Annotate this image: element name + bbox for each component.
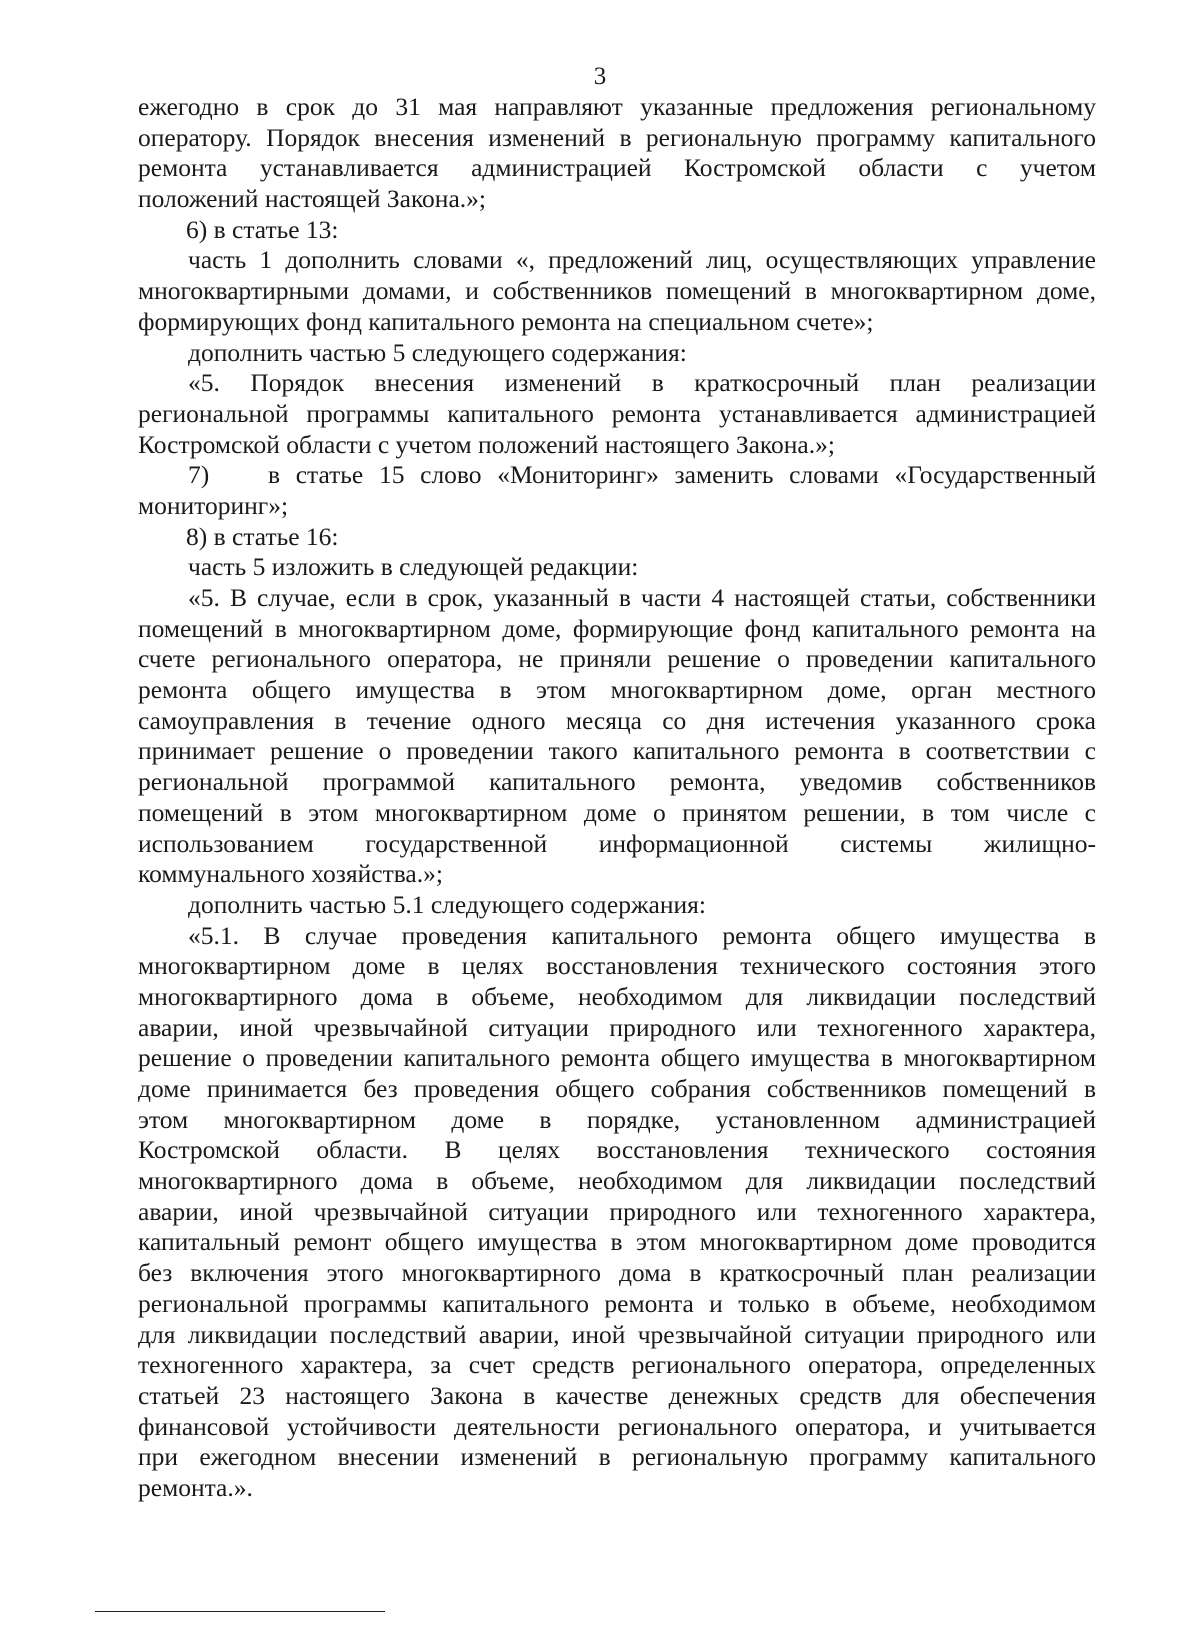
text-line: коммунального хозяйства.»;: [138, 859, 443, 889]
text-line: техногенного характера, за счет средств регионального оператора, определенных: [138, 1350, 1096, 1380]
text-line: помещений в этом многоквартирном доме о принятом решении, в том числе с: [138, 797, 1096, 827]
text-line: аварии, иной чрезвычайной ситуации природного или техногенного характера,: [138, 1012, 1096, 1042]
text-line: многоквартирными домами, и собственников помещений в многоквартирном доме,: [138, 276, 1096, 306]
text-line: ремонта.».: [138, 1472, 253, 1502]
text-line: многоквартирного дома в объеме, необходимом для ликвидации последствий: [138, 1166, 1096, 1196]
text-line: [138, 460, 1096, 491]
text-line: самоуправления в течение одного месяца со дня истечения указанного срока: [138, 705, 1096, 735]
text-line: мониторинг»;: [138, 490, 289, 520]
text-line: ремонта устанавливается администрацией Костромской области с учетом: [138, 153, 1096, 183]
text-line: Костромской области с учетом положений настоящего Закона.»;: [138, 429, 835, 459]
text-line: капитальный ремонт общего имущества в этом многоквартирном доме проводится: [138, 1227, 1096, 1257]
text-line: счете регионального оператора, не приняли решение о проведении капитального: [138, 644, 1096, 674]
text-line: доме принимается без проведения общего собрания собственников помещений в: [138, 1074, 1096, 1103]
text-line: многоквартирного дома в объеме, необходимом для ликвидации последствий: [138, 981, 1096, 1011]
text-line: Костромской области. В целях восстановления технического состояния: [138, 1135, 1096, 1165]
text-line: региональной программы капитального ремонта устанавливается администрацией: [138, 398, 1096, 428]
text-line: оператору. Порядок внесения изменений в региональную программу капитального: [138, 122, 1096, 152]
text-line: без включения этого многоквартирного дома в краткосрочный план реализации: [138, 1258, 1096, 1288]
item-text: в статье 15 слово «Мониторинг» заменить словами «Государственный: [268, 460, 1096, 490]
text-line: ремонта общего имущества в этом многоквартирном доме, орган местного: [138, 675, 1096, 705]
text-line: часть 5 изложить в следующей редакции:: [188, 552, 639, 582]
text-line: «5.1. В случае проведения капитального ремонта общего имущества в: [188, 920, 1096, 950]
page-number: 3: [593, 63, 607, 90]
text-line: финансовой устойчивости деятельности регионального оператора, и учитывается: [138, 1411, 1096, 1441]
text-line: дополнить частью 5 следующего содержания:: [188, 337, 687, 367]
text-line: аварии, иной чрезвычайной ситуации природного или техногенного характера,: [138, 1196, 1096, 1226]
text-line: региональной программы капитального ремонта и только в объеме, необходимом: [138, 1288, 1096, 1318]
text-line: формирующих фонд капитального ремонта на специальном счете»;: [138, 306, 874, 336]
text-line: для ликвидации последствий аварии, иной чрезвычайной ситуации природного или: [138, 1319, 1096, 1349]
item-number: 7): [188, 460, 210, 490]
text-line: часть 1 дополнить словами «, предложений лиц, осуществляющих управление: [188, 245, 1096, 275]
text-line: ежегодно в срок до 31 мая направляют указанные предложения региональному: [138, 92, 1096, 121]
text-line: использованием государственной информационной системы жилищно-: [138, 828, 1096, 858]
text-line: решение о проведении капитального ремонта общего имущества в многоквартирном: [138, 1043, 1096, 1073]
text-line: «5. В случае, если в срок, указанный в части 4 настоящей статьи, собственники: [188, 583, 1096, 612]
text-line: 8) в статье 16:: [186, 521, 339, 551]
text-line: при ежегодном внесении изменений в региональную программу капитального: [138, 1442, 1096, 1472]
text-line: статьей 23 настоящего Закона в качестве денежных средств для обеспечения: [138, 1380, 1096, 1410]
text-line: региональной программой капитального ремонта, уведомив собственников: [138, 767, 1096, 797]
text-line: дополнить частью 5.1 следующего содержания:: [188, 889, 706, 919]
text-line: 6) в статье 13:: [186, 214, 339, 244]
text-line: «5. Порядок внесения изменений в краткосрочный план реализации: [188, 368, 1096, 398]
text-line: положений настоящей Закона.»;: [138, 184, 486, 214]
text-line: принимает решение о проведении такого капитального ремонта в соответствии с: [138, 736, 1096, 766]
text-line: многоквартирном доме в целях восстановления технического состояния этого: [138, 951, 1096, 981]
document-body: [138, 92, 1096, 1504]
footnote-rule: [95, 1611, 385, 1612]
text-line: этом многоквартирном доме в порядке, установленном администрацией: [138, 1104, 1096, 1134]
text-line: помещений в многоквартирном доме, формирующие фонд капитального ремонта на: [138, 613, 1096, 643]
